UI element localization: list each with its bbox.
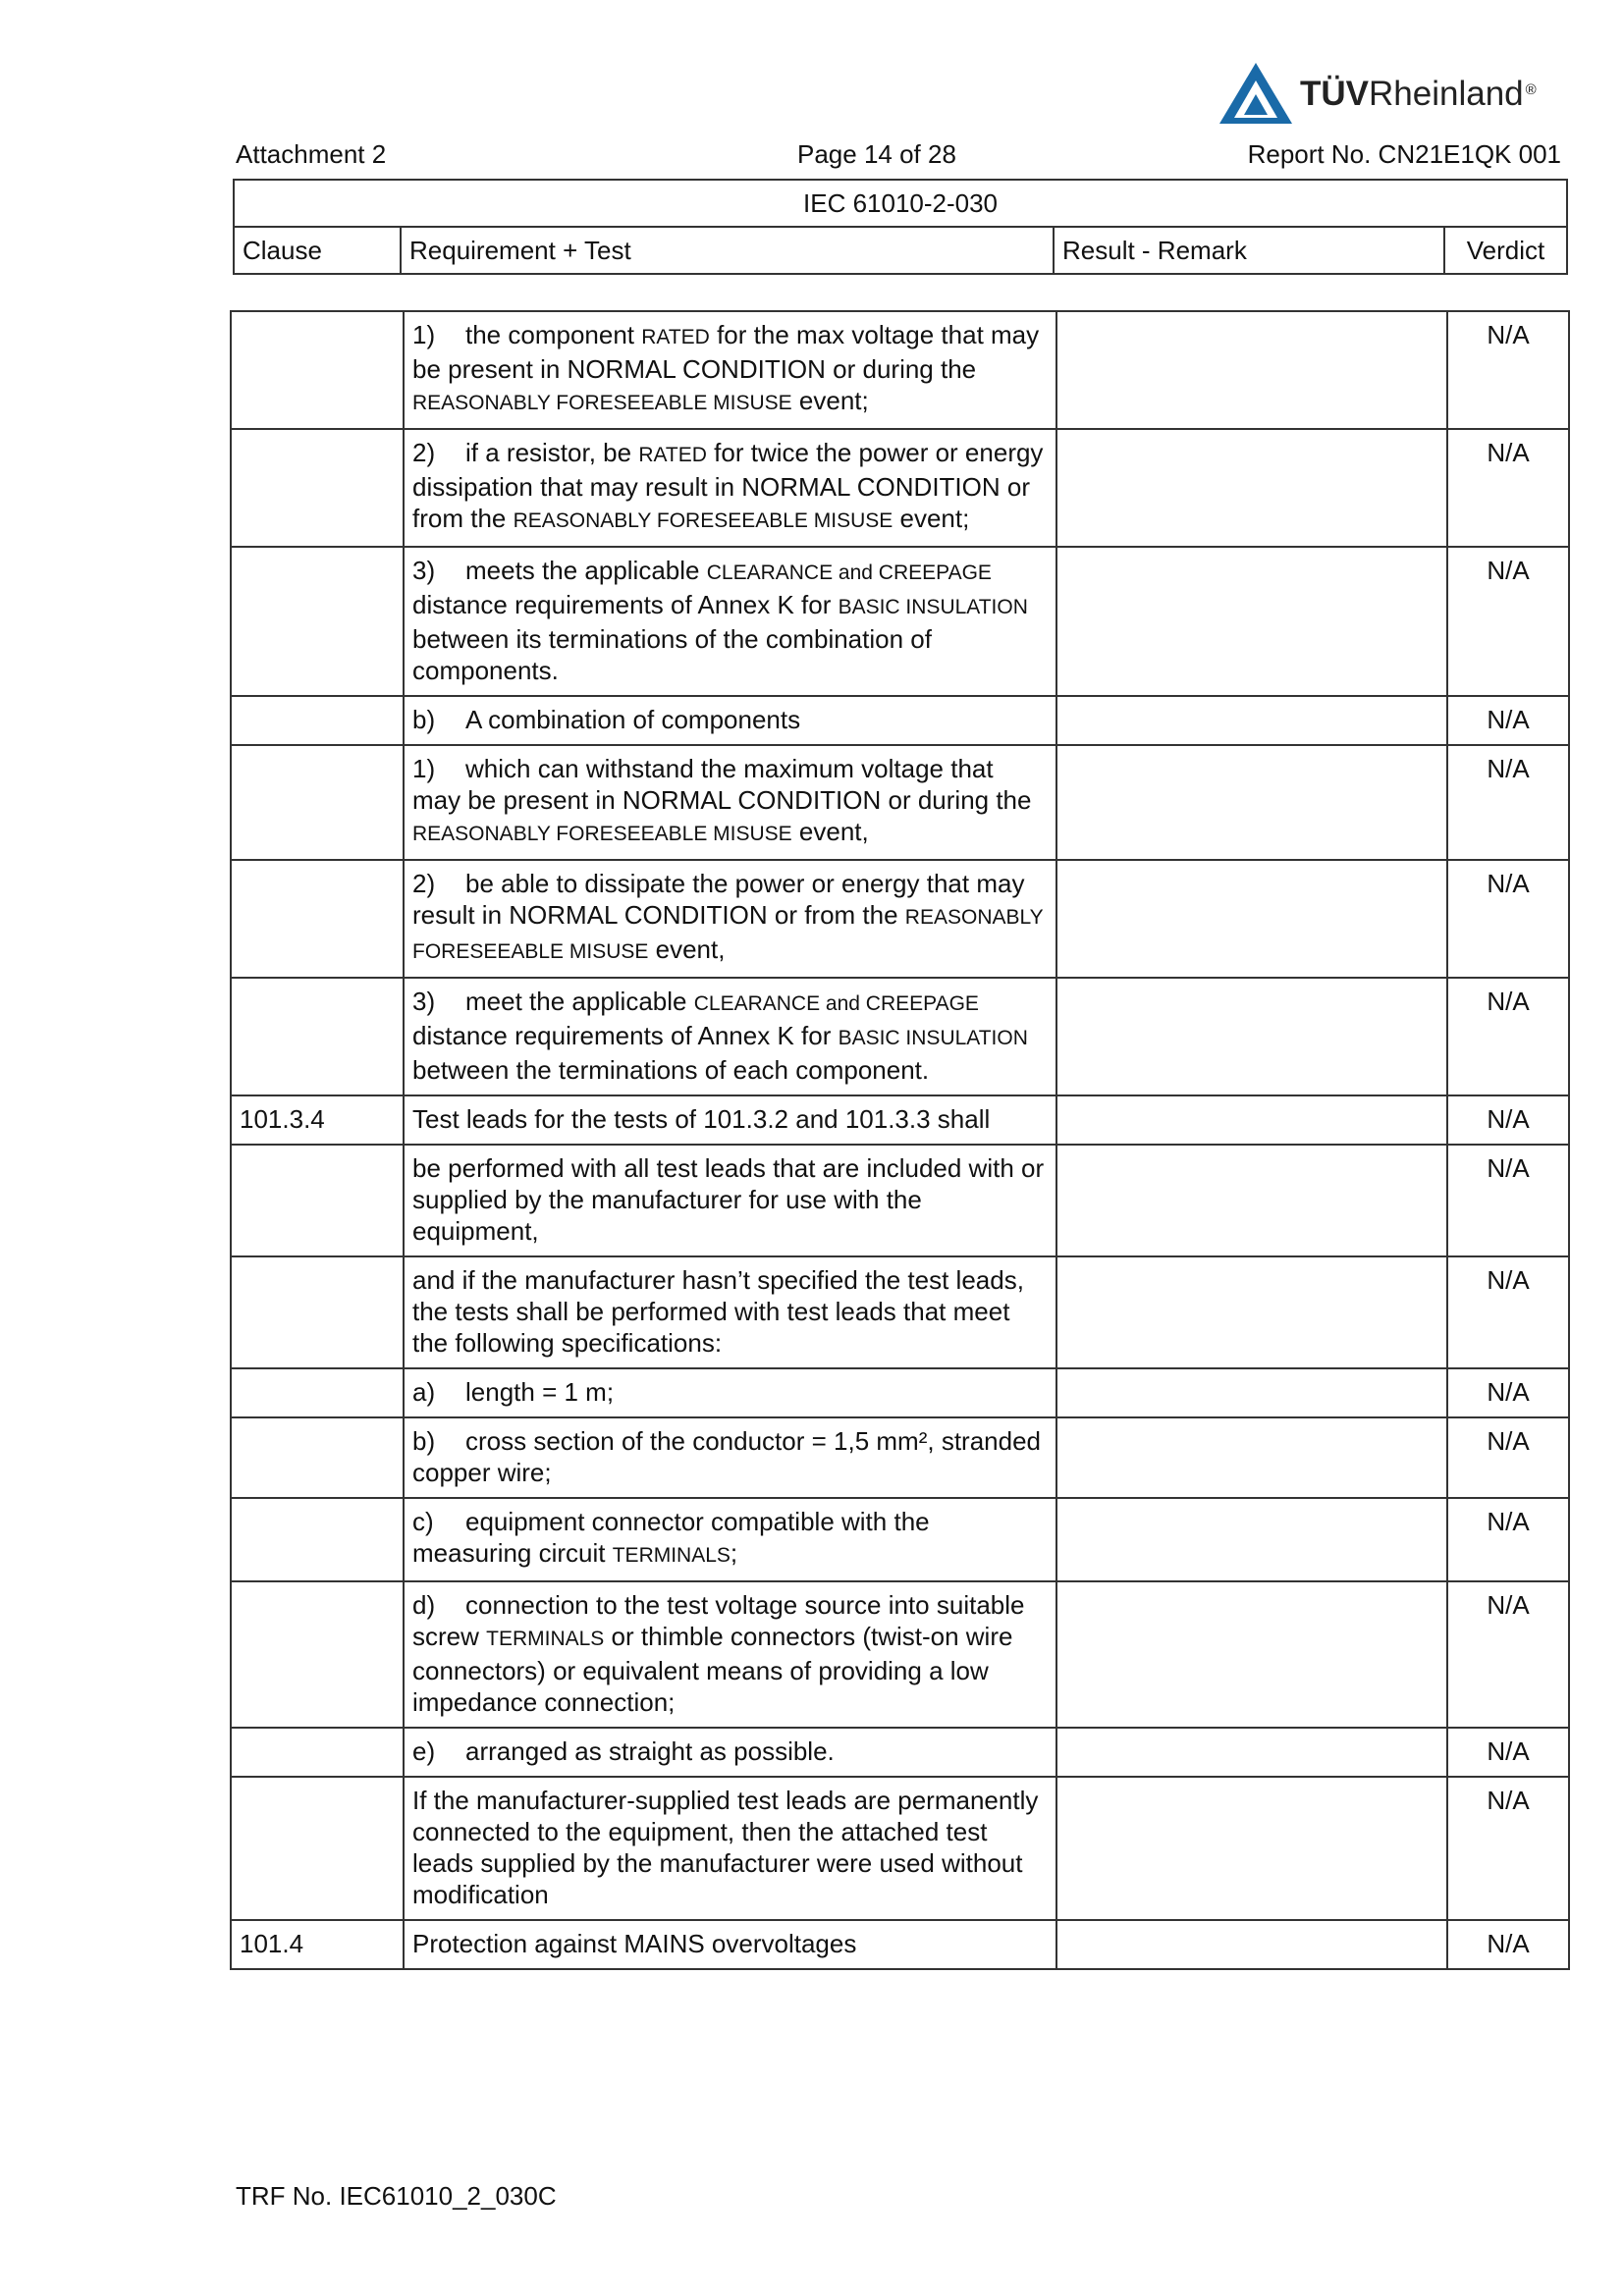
requirement-text: be able to dissipate the power or energy that may result in NORMAL CONDITION or from the [412, 869, 1025, 930]
item-label: 1) [412, 754, 436, 783]
requirement-cell [404, 1581, 1056, 1728]
remark-cell [1056, 429, 1447, 547]
defined-term: TERMINALS [612, 1544, 731, 1567]
table-row [231, 1581, 1569, 1728]
defined-term: REASONABLY FORESEEABLE MISUSE [412, 906, 1044, 963]
requirement-text: A combination of components [465, 705, 801, 734]
requirement-text: distance requirements of Annex K for [412, 1021, 839, 1050]
requirement-text: arranged as straight as possible. [465, 1736, 835, 1766]
verdict-cell: N/A [1447, 1498, 1569, 1581]
clause-table [230, 310, 1570, 1970]
defined-term: REASONABLY FORESEEABLE MISUSE [513, 509, 893, 532]
item-label: 2) [412, 869, 436, 898]
verdict-cell: N/A [1447, 311, 1569, 429]
clause-cell [231, 860, 404, 978]
requirement-cell [404, 1777, 1056, 1920]
defined-term: CLEARANCE and CREEPAGE [706, 561, 992, 584]
table-row [231, 696, 1569, 745]
item-label: 3) [412, 556, 436, 585]
requirement-text: cross section of the conductor = 1,5 mm², stranded copper wire; [412, 1426, 1042, 1487]
requirement-cell [404, 1728, 1056, 1777]
defined-term: RATED [638, 444, 707, 466]
triangle-logo-icon [1218, 61, 1294, 126]
verdict-cell: N/A [1447, 1728, 1569, 1777]
defined-term: BASIC INSULATION [838, 1027, 1028, 1049]
defined-term: CLEARANCE and CREEPAGE [693, 992, 979, 1015]
column-header-clause: Clause [234, 227, 401, 274]
clause-cell [231, 547, 404, 696]
remark-cell [1056, 1581, 1447, 1728]
brand-name [1300, 75, 1537, 114]
requirement-cell [404, 745, 1056, 860]
requirement-cell [404, 547, 1056, 696]
remark-cell [1056, 1256, 1447, 1368]
requirement-text: ; [730, 1538, 738, 1568]
verdict-cell: N/A [1447, 1145, 1569, 1256]
requirement-cell [404, 1417, 1056, 1498]
table-row [231, 1417, 1569, 1498]
clause-cell [231, 1581, 404, 1728]
requirement-text: for twice the power or energy dissipation that may result in NORMAL CONDITION or from the [412, 438, 1044, 533]
requirement-text: or thimble connectors (twist-on wire connectors) or equivalent means of providing a low impedance connection; [412, 1622, 1013, 1717]
requirement-text: distance requirements of Annex K for [412, 590, 839, 619]
requirement-text: if a resistor, be [465, 438, 639, 467]
column-header-verdict: Verdict [1444, 227, 1567, 274]
clause-cell: 101.3.4 [231, 1095, 404, 1145]
clause-cell: 101.4 [231, 1920, 404, 1969]
item-label: c) [412, 1507, 434, 1536]
requirement-text: the component [465, 320, 642, 349]
requirement-cell [404, 429, 1056, 547]
verdict-cell: N/A [1447, 745, 1569, 860]
item-label: b) [412, 705, 436, 734]
requirement-cell [404, 1920, 1056, 1969]
column-header-remark: Result - Remark [1054, 227, 1444, 274]
verdict-cell: N/A [1447, 978, 1569, 1095]
remark-cell [1056, 745, 1447, 860]
requirement-text: event; [791, 386, 869, 415]
verdict-cell: N/A [1447, 1920, 1569, 1969]
verdict-cell: N/A [1447, 696, 1569, 745]
requirement-cell [404, 1498, 1056, 1581]
item-label: a) [412, 1377, 436, 1407]
requirement-text: If the manufacturer-supplied test leads are permanently connected to the equipment, then the attached test leads supplied by the manufacturer were used without modification [412, 1786, 1039, 1909]
table-row [231, 1777, 1569, 1920]
remark-cell [1056, 1920, 1447, 1969]
clause-cell [231, 1368, 404, 1417]
clause-cell [231, 1145, 404, 1256]
table-row [231, 1145, 1569, 1256]
requirement-text: be performed with all test leads that are included with or supplied by the manufacturer for use with the equipment, [412, 1153, 1045, 1246]
remark-cell [1056, 547, 1447, 696]
defined-term: TERMINALS [486, 1628, 605, 1650]
remark-cell [1056, 1498, 1447, 1581]
verdict-cell: N/A [1447, 547, 1569, 696]
requirement-text: Test leads for the tests of 101.3.2 and 101.3.3 shall [412, 1104, 991, 1134]
attachment-label: Attachment 2 [236, 139, 387, 169]
table-row [231, 1728, 1569, 1777]
requirement-text: between the terminations of each component. [412, 1055, 930, 1085]
requirement-text: equipment connector compatible with the measuring circuit [412, 1507, 930, 1568]
clause-cell [231, 696, 404, 745]
table-row [231, 745, 1569, 860]
verdict-cell: N/A [1447, 1417, 1569, 1498]
defined-term: REASONABLY FORESEEABLE MISUSE [412, 823, 792, 845]
remark-cell [1056, 1095, 1447, 1145]
table-row [231, 429, 1569, 547]
requirement-text: which can withstand the maximum voltage that may be present in NORMAL CONDITION or during the [412, 754, 1032, 815]
clause-cell [231, 1728, 404, 1777]
standard-title: IEC 61010-2-030 [234, 180, 1567, 227]
item-label: d) [412, 1590, 436, 1620]
requirement-text: event; [893, 504, 970, 533]
item-label: 2) [412, 438, 436, 467]
requirement-cell [404, 1095, 1056, 1145]
requirement-cell [404, 978, 1056, 1095]
requirement-cell [404, 1145, 1056, 1256]
defined-term: BASIC INSULATION [838, 596, 1028, 618]
verdict-cell: N/A [1447, 429, 1569, 547]
verdict-cell: N/A [1447, 1777, 1569, 1920]
requirement-text: meet the applicable [465, 987, 694, 1016]
item-label: 1) [412, 320, 436, 349]
clause-cell [231, 1498, 404, 1581]
remark-cell [1056, 978, 1447, 1095]
report-number: Report No. CN21E1QK 001 [1247, 139, 1561, 169]
requirement-text: and if the manufacturer hasn’t specified the test leads, the tests shall be performed with test leads that meet the following specifications: [412, 1265, 1024, 1358]
requirement-cell [404, 860, 1056, 978]
table-row [231, 1256, 1569, 1368]
requirement-text: Protection against MAINS overvoltages [412, 1929, 857, 1958]
remark-cell [1056, 1728, 1447, 1777]
header-table [233, 179, 1568, 275]
verdict-cell: N/A [1447, 1368, 1569, 1417]
remark-cell [1056, 1777, 1447, 1920]
clause-cell [231, 1256, 404, 1368]
requirement-cell [404, 696, 1056, 745]
defined-term: REASONABLY FORESEEABLE MISUSE [412, 392, 792, 414]
verdict-cell: N/A [1447, 1095, 1569, 1145]
item-label: e) [412, 1736, 436, 1766]
clause-cell [231, 311, 404, 429]
column-header-requirement: Requirement + Test [401, 227, 1054, 274]
requirement-cell [404, 1368, 1056, 1417]
table-row [231, 1368, 1569, 1417]
page-number: Page 14 of 28 [797, 139, 956, 169]
verdict-cell: N/A [1447, 1256, 1569, 1368]
brand-name-rest: Rheinland [1369, 75, 1524, 113]
brand-name-bold: TÜV [1300, 75, 1369, 113]
requirement-text: length = 1 m; [465, 1377, 615, 1407]
requirement-text: meets the applicable [465, 556, 707, 585]
clause-cell [231, 1417, 404, 1498]
table-row [231, 1095, 1569, 1145]
trf-number: TRF No. IEC61010_2_030C [236, 2181, 557, 2211]
requirement-cell [404, 1256, 1056, 1368]
clause-cell [231, 1777, 404, 1920]
clause-cell [231, 429, 404, 547]
table-row [231, 311, 1569, 429]
clause-cell [231, 978, 404, 1095]
requirement-text: connection to the test voltage source into suitable screw [412, 1590, 1025, 1651]
requirement-text: for the max voltage that may be present in NORMAL CONDITION or during the [412, 320, 1040, 384]
remark-cell [1056, 696, 1447, 745]
remark-cell [1056, 1368, 1447, 1417]
table-row [231, 978, 1569, 1095]
remark-cell [1056, 1417, 1447, 1498]
tuv-rheinland-logo [1218, 61, 1571, 130]
table-row [231, 860, 1569, 978]
requirement-text: event, [791, 817, 869, 846]
table-row [231, 1498, 1569, 1581]
verdict-cell: N/A [1447, 860, 1569, 978]
item-label: 3) [412, 987, 436, 1016]
requirement-text: event, [648, 934, 726, 964]
verdict-cell: N/A [1447, 1581, 1569, 1728]
table-row [231, 547, 1569, 696]
requirement-cell [404, 311, 1056, 429]
item-label: b) [412, 1426, 436, 1456]
remark-cell [1056, 311, 1447, 429]
registered-mark: ® [1525, 81, 1537, 98]
remark-cell [1056, 1145, 1447, 1256]
clause-cell [231, 745, 404, 860]
requirement-text: between its terminations of the combination of components. [412, 624, 932, 685]
remark-cell [1056, 860, 1447, 978]
table-row [231, 1920, 1569, 1969]
defined-term: RATED [641, 326, 710, 348]
